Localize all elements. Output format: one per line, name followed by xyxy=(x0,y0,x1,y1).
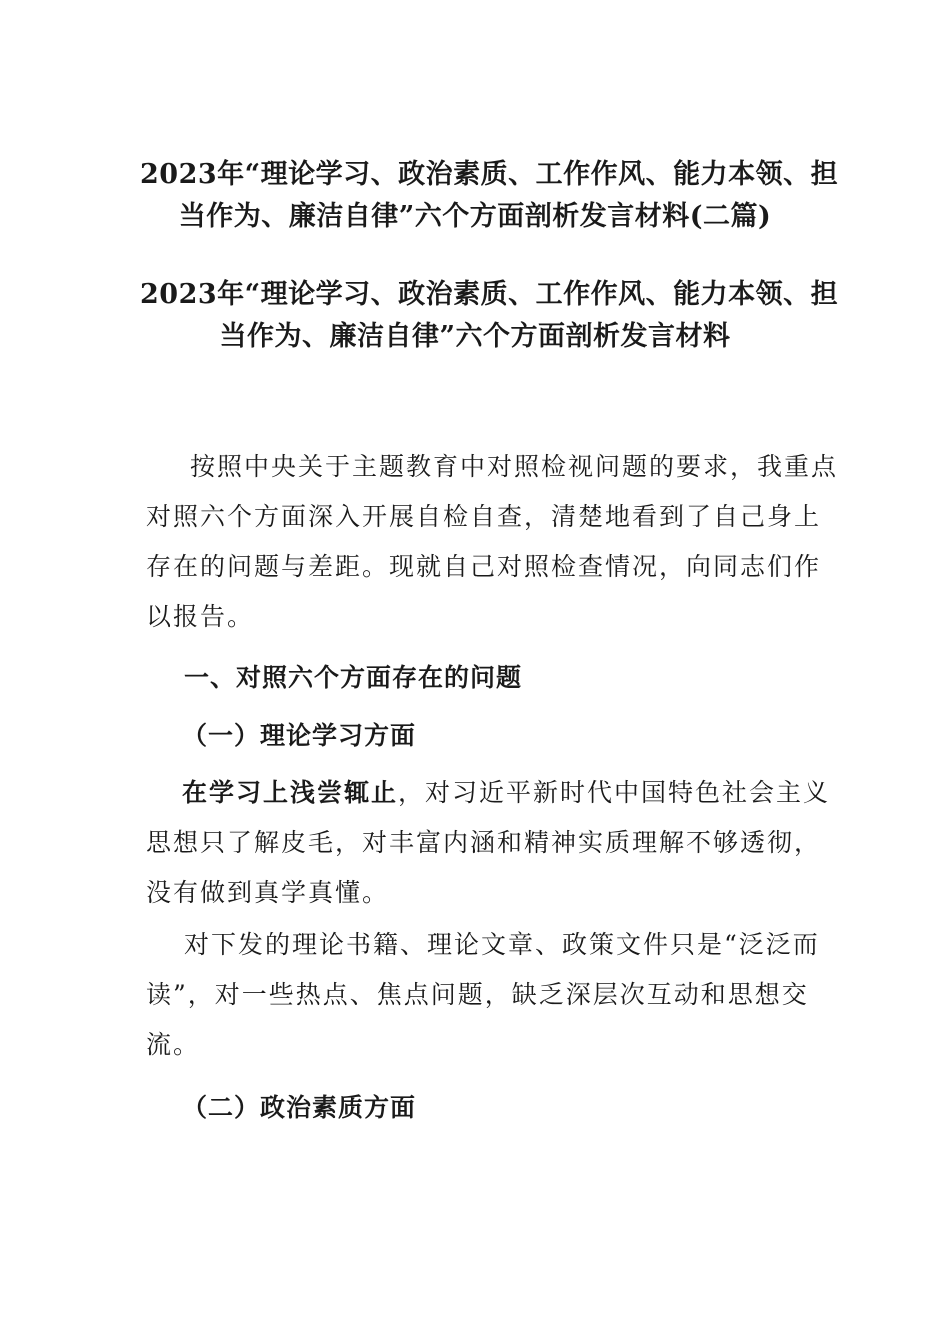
article-title xyxy=(140,274,839,358)
theory-study-paragraph-1 xyxy=(146,768,831,918)
intro-line-4: 以报告。 xyxy=(146,602,255,631)
paragraph-1-line-1-rest: ，对习近平新时代中国特色社会主义 xyxy=(398,778,831,807)
paragraph-1-line-3: 没有做到真学真懂。 xyxy=(146,878,390,907)
theory-study-paragraph-2 xyxy=(146,920,820,1070)
paragraph-1-line-1 xyxy=(146,768,831,818)
paragraph-1-line-2: 思想只了解皮毛，对丰富内涵和精神实质理解不够透彻， xyxy=(146,828,822,857)
paragraph-2-line-2: 读”，对一些热点、焦点问题，缺乏深层次互动和思想交 xyxy=(146,980,809,1009)
intro-line-3: 存在的问题与差距。现就自己对照检查情况，向同志们作 xyxy=(146,552,822,581)
intro-line-2: 对照六个方面深入开展自检自查，清楚地看到了自己身上 xyxy=(146,502,822,531)
paragraph-2-line-1: 对下发的理论书籍、理论文章、政策文件只是“泛泛而 xyxy=(184,930,820,959)
paragraph-2-line-3: 流。 xyxy=(146,1030,201,1059)
subsection-heading-2: （二）政治素质方面 xyxy=(182,1093,417,1122)
paragraph-1-lead: 在学习上浅尝辄止 xyxy=(182,778,399,807)
intro-paragraph xyxy=(146,442,839,642)
subsection-heading-1: （一）理论学习方面 xyxy=(182,721,417,750)
article-title-line-2: 当作为、廉洁自律”六个方面剖析发言材料 xyxy=(219,321,731,352)
intro-line-1: 按照中央关于主题教育中对照检视问题的要求，我重点 xyxy=(190,452,839,481)
section-heading-1: 一、对照六个方面存在的问题 xyxy=(184,663,523,692)
document-title xyxy=(140,154,839,238)
document-title-line-1: 2023年“理论学习、政治素质、工作作风、能力本领、担 xyxy=(140,159,839,190)
document-title-line-2: 当作为、廉洁自律”六个方面剖析发言材料(二篇) xyxy=(178,201,772,232)
article-title-line-1: 2023年“理论学习、政治素质、工作作风、能力本领、担 xyxy=(140,279,839,310)
